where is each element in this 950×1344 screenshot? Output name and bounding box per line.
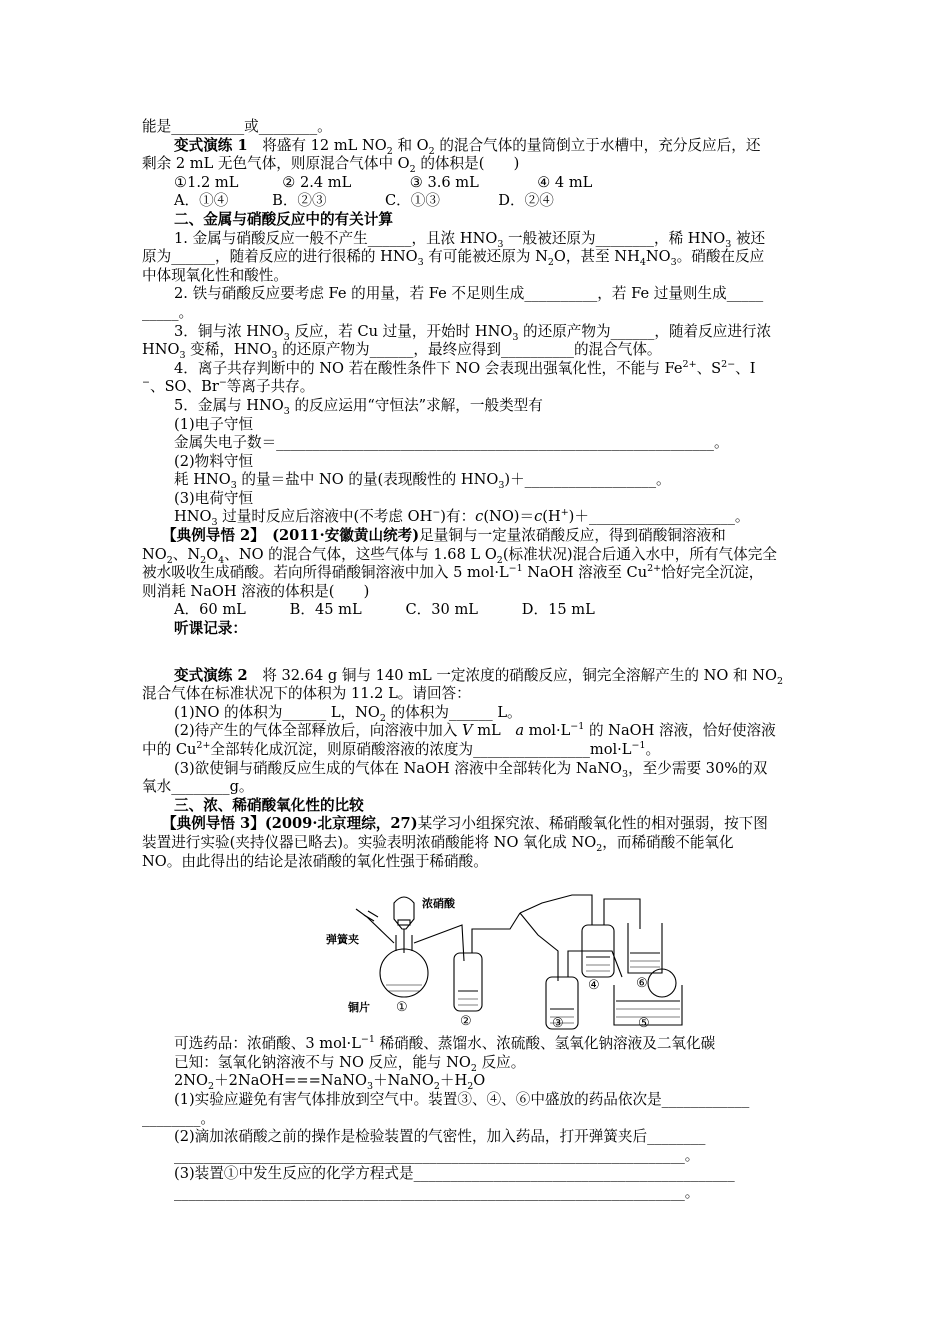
bottle-2 [454, 953, 482, 1011]
text-line: (2)物料守恒 [174, 452, 254, 470]
answer-blank-line: ______________________________________________________________________。 [174, 1146, 700, 1164]
upper-tube [520, 895, 592, 925]
exercise-1-line: 变式演练 1 将盛有 12 mL $NO_2$ 和 $O_2$ 的混合气体的量筒倒立于水槽中，充分反应后，还 [174, 136, 761, 157]
label-conc-nitric-acid: 浓硝酸 [422, 897, 455, 911]
apparatus-drawing [142, 873, 812, 1031]
apparatus-figure [142, 873, 812, 1031]
text-line: 氧水________g。 [142, 778, 254, 796]
label-copper: 铜片 [348, 1001, 370, 1015]
text-line: −、SO、Br−等离子共存。 [142, 377, 315, 396]
text-line: ________。 [142, 1109, 215, 1127]
text-line: 金属失电子数＝____________________________________________________________。 [174, 434, 729, 452]
text-line: 3．铜与浓 $HNO_3$ 反应，若 Cu 过量，开始时 $HNO_3$ 的还原产物为______，随着反应进行浓 [174, 322, 772, 343]
text-line: NO。由此得出的结论是浓硝酸的氧化性强于稀硝酸。 [142, 852, 488, 870]
text-line: 剩余 2 mL 无色气体，则原混合气体中 $O_2$ 的体积是( ) [142, 155, 520, 176]
exercise-2-line: 变式演练 2 将 32.64 g 铜与 140 mL 一定浓度的硝酸反应，铜完全溶解产生的 NO 和 $NO_2$ [174, 666, 784, 687]
text-line: 1. 金属与硝酸反应一般不产生______，且浓 $HNO_3$ 一般被还原为________，稀 $HNO_3$ 被还 [174, 229, 766, 250]
example-3-line: 【典例导悟 3】(2009·北京理综，27)某学习小组探究浓、稀硝酸氧化性的相对强弱，按下图 [162, 815, 768, 833]
text-line: 中的 $Cu^{2+}$全部转化成沉淀，则原硝酸溶液的浓度为$\_\_\_\_\_\_\_\_\_\_\_\_\_\_\_\_mol\cdot L^{-1}$。 [142, 740, 661, 758]
text-line: 中体现氧化性和酸性。 [142, 266, 288, 284]
round-flask-1 [380, 949, 428, 997]
label-n5: ⑤ [638, 1016, 650, 1032]
text-line: 5．金属与 $HNO_3$ 的反应运用“守恒法”求解，一般类型有 [174, 396, 543, 417]
choices-line: A．60 mL B．45 mL C．30 mL D．15 mL [174, 601, 595, 619]
text-line: 已知：氢氧化钠溶液不与 NO 反应，能与 $NO_2$ 反应。 [174, 1053, 526, 1074]
side-tube [356, 909, 394, 943]
text-line: (1)NO 的体积为______ L，$NO_2$ 的体积为______ L。 [174, 703, 522, 724]
text-line: (2)待产生的气体全部释放后，向溶液中加入 V mL a $mol\cdot L^{-1}$ 的 NaOH 溶液，恰好使溶液 [174, 721, 776, 740]
text-line: 能是__________或________。 [142, 118, 332, 135]
text-line: 可选药品：浓硝酸、3 $mol\cdot L^{-1}$ 稀硝酸、蒸馏水、浓硫酸、氢氧化钠溶液及二氧化碳 [174, 1034, 716, 1053]
beaker-6 [628, 923, 662, 973]
text-line: 则消耗 NaOH 溶液的体积是( ) [142, 582, 370, 600]
text-line: _____。 [142, 303, 194, 321]
choices-line: A．①④ B．②③ C．①③ D．②④ [174, 192, 554, 210]
answer-blank-line: ______________________________________________________________________。 [174, 1183, 700, 1201]
text-line: (3)电荷守恒 [174, 489, 254, 507]
label-n4: ④ [588, 978, 600, 994]
text-line: 装置进行实验(夹持仪器已略去)。实验表明浓硝酸能将 NO 氧化成 $NO_2$，而稀硝酸不能氧化 [142, 833, 734, 854]
question-3-line: (3)装置①中发生反应的化学方程式是____________________________________________ [174, 1165, 735, 1183]
text-line: 2. 铁与硝酸反应要考虑 Fe 的用量，若 Fe 不足则生成__________，若 Fe 过量则生成_____ [174, 285, 764, 303]
section-heading-3: 三、浓、稀硝酸氧化性的比较 [174, 796, 364, 814]
label-n3: ③ [552, 1016, 564, 1032]
text-line: (3)欲使铜与硝酸反应生成的气体在 NaOH 溶液中全部转化为 NaNO$_3$，至少需要 30%的双 [174, 759, 768, 780]
text-line: $NO_2$、$N_2O_4$、NO 的混合气体，这些气体与 1.68 L $O_2$(标准状况)混合后通入水中，所有气体完全 [142, 545, 777, 566]
label-n1: ① [396, 1000, 408, 1016]
text-line: 耗 $HNO_3$ 的量＝盐中 NO 的量(表现酸性的 $HNO_3)+\_\_\_\_\_\_\_\_\_\_\_\_\_\_\_\_\_\_$。 [174, 471, 671, 492]
equation-line: $2NO_2+2NaOH===NaNO_3+NaNO_2+H_2O$ [174, 1072, 486, 1093]
text-line: $HNO_3$ 过量时反应后溶液中(不考虑 OH−)有：c(NO)＝c(H+)＋____________________。 [174, 507, 750, 529]
question-1-line: (1)实验应避免有害气体排放到空气中。装置③、④、⑥中盛放的药品依次是____________ [174, 1090, 750, 1108]
label-n6: ⑥ [636, 976, 648, 992]
text-line: 被水吸收生成硝酸。若向所得硝酸铜溶液中加入 5 $mol\cdot L^{-1}$ NaOH 溶液至 $Cu^{2+}$恰好完全沉淀， [142, 563, 764, 582]
document-page [142, 118, 812, 1203]
section-heading-2: 二、金属与硝酸反应中的有关计算 [174, 210, 393, 228]
separatory-funnel [394, 897, 414, 929]
text-line: (1)电子守恒 [174, 415, 254, 433]
text-line: $HNO_3$ 变稀，$HNO_3$ 的还原产物为______，最终应得到__________的混合气体。 [142, 341, 662, 362]
options-line: ①1.2 mL ② 2.4 mL ③ 3.6 mL ④ 4 mL [174, 173, 593, 191]
label-n2: ② [460, 1014, 472, 1030]
label-spring-clip: 弹簧夹 [326, 933, 359, 947]
example-2-line: 【典例导悟 2】 (2011·安徽黄山统考)足量铜与一定量浓硝酸反应，得到硝酸铜溶液和 [162, 527, 726, 545]
text-line: 原为______，随着反应的进行很稀的 $HNO_3$ 有可能被还原为 $N_2O$，甚至 $NH_4NO_3$。硝酸在反应 [142, 248, 765, 269]
notes-label: 听课记录： [174, 620, 247, 638]
text-line: 4．离子共存判断中的 NO 若在酸性条件下 NO 会表现出强氧化性，不能与 $Fe^{2+}$、$S^{2-}$、I [174, 358, 756, 377]
question-2-line: (2)滴加浓硝酸之前的操作是检验装置的气密性，加入药品，打开弹簧夹后________ [174, 1128, 706, 1146]
text-line: 混合气体在标准状况下的体积为 11.2 L。请回答： [142, 685, 471, 703]
